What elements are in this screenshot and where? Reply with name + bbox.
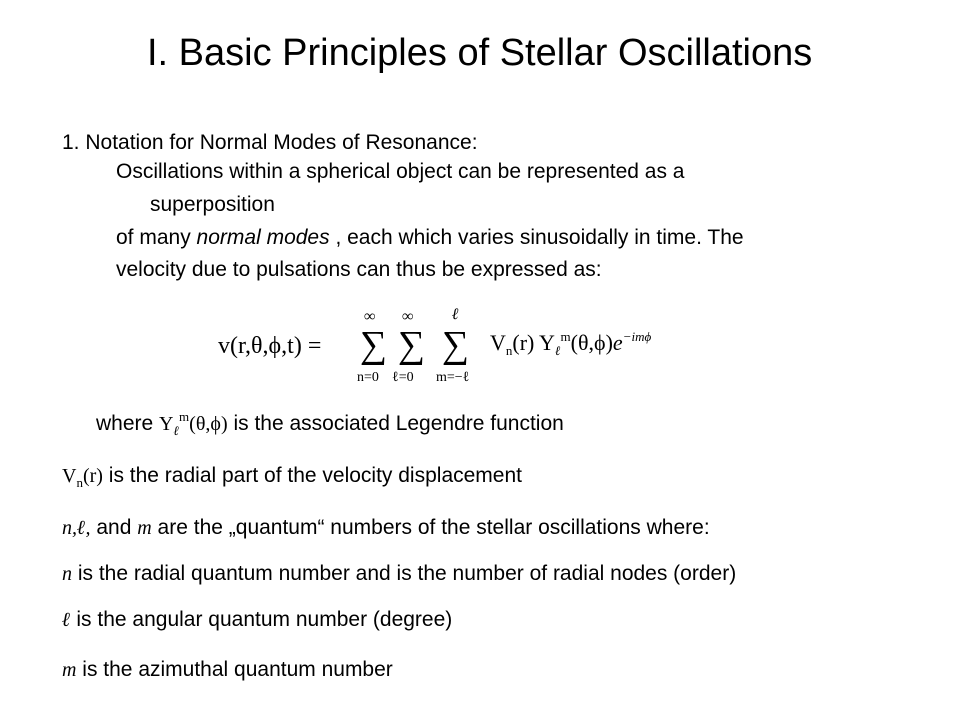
legendre-line [96, 409, 564, 438]
quantum-numbers-line [62, 516, 710, 540]
qn-ell: ℓ [77, 517, 86, 539]
azimuthal-m-symbol: m [62, 659, 77, 681]
vn-line [62, 464, 522, 488]
legendre-y: Y [159, 413, 174, 435]
paragraph-line-2: superposition [150, 193, 275, 216]
angular-ell-symbol: ℓ [62, 609, 71, 631]
vn-v: V [62, 465, 77, 487]
sum-1-symbol: ∑ [360, 324, 388, 366]
sum-2-symbol: ∑ [398, 324, 426, 366]
paragraph-line-4: velocity due to pulsations can thus be expressed as: [116, 258, 602, 281]
sum-1-lower-limit: n=0 [357, 370, 379, 385]
where-post: is the associated Legendre function [227, 412, 564, 435]
sum-3-symbol: ∑ [442, 324, 470, 366]
azimuthal-m-text: is the azimuthal quantum number [76, 658, 393, 681]
vn-sub-n: n [76, 475, 83, 490]
equation-rhs [490, 330, 651, 356]
legendre-sub-ell: ℓ [173, 423, 180, 438]
paragraph-line-3-pre: of many [116, 226, 197, 249]
rhs-sub-ell: ℓ [554, 343, 561, 358]
radial-n-text: is the radial quantum number and is the number of radial nodes (order) [72, 562, 737, 585]
azimuthal-quantum-line [62, 658, 393, 682]
qn-mid: and [90, 516, 138, 539]
legendre-angles: (θ,ϕ) [189, 413, 228, 435]
rhs-r-y: (r) Y [512, 330, 555, 355]
qn-n: n [62, 517, 72, 539]
legendre-sup-m: m [179, 409, 190, 424]
paragraph-line-3-post: , each which varies sinusoidally in time. The [329, 226, 744, 249]
page-title: I. Basic Principles of Stellar Oscillations [147, 32, 813, 74]
angular-ell-text: is the angular quantum number (degree) [70, 608, 453, 631]
sum-3-upper-limit: ℓ [452, 306, 459, 323]
sum-1-upper-infinity: ∞ [364, 308, 376, 325]
paragraph-line-3 [116, 226, 744, 250]
rhs-sub-n: n [505, 343, 513, 358]
rhs-sup-m: m [560, 329, 571, 344]
paragraph-line-1: Oscillations within a spherical object can be represented as a [116, 160, 685, 183]
vn-text: is the radial part of the velocity displacement [102, 464, 522, 487]
radial-quantum-line [62, 562, 736, 586]
qn-m: m [137, 517, 152, 539]
radial-n-symbol: n [62, 563, 72, 585]
equation-lhs: v(r,θ,ϕ,t) = [218, 333, 322, 359]
vn-r: (r) [82, 465, 103, 487]
rhs-v: V [490, 330, 506, 355]
rhs-angles: (θ,ϕ) [570, 330, 613, 355]
qn-text: are the „quantum“ numbers of the stellar oscillations where: [151, 516, 710, 539]
where-pre: where [96, 412, 160, 435]
angular-quantum-line [62, 608, 452, 632]
sum-3-lower-limit: m=−ℓ [436, 370, 470, 385]
sum-2-upper-infinity: ∞ [402, 308, 414, 325]
rhs-e: e [612, 330, 623, 355]
normal-modes-emphasis: normal modes [196, 226, 330, 249]
qn-sep: , [72, 517, 77, 539]
qn-comma: , [85, 517, 91, 539]
item-1-heading: 1. Notation for Normal Modes of Resonance: [62, 131, 478, 154]
rhs-exponent: −imϕ [622, 329, 652, 344]
sum-2-lower-limit: ℓ=0 [392, 370, 414, 385]
